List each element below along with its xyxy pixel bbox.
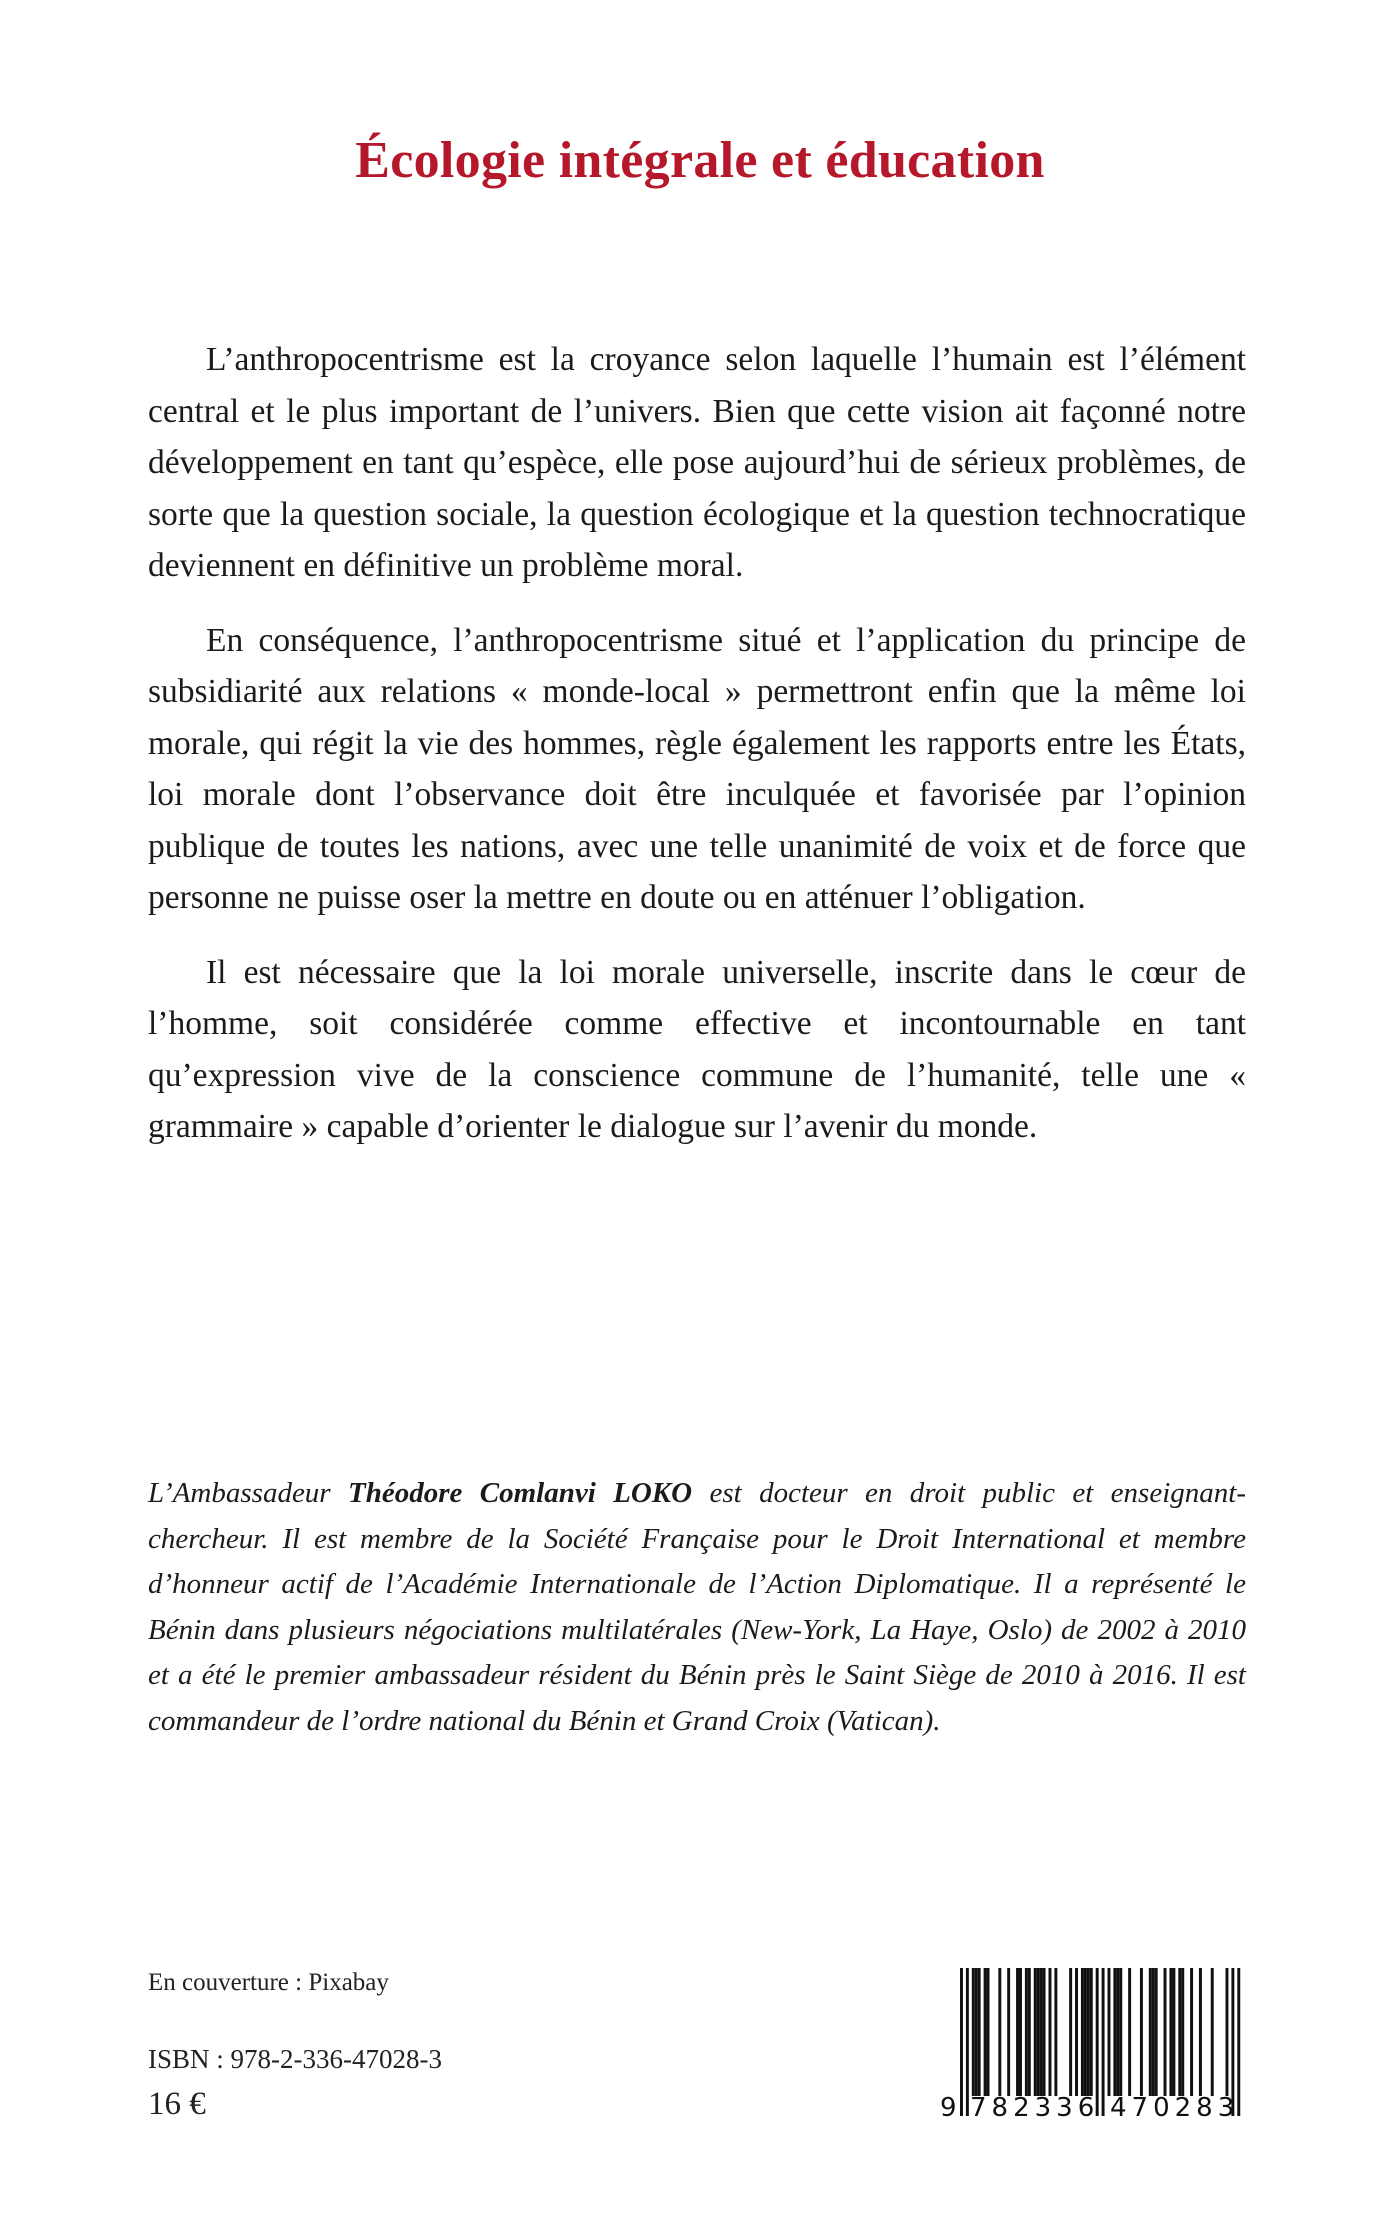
- barcode-bar: [1028, 1968, 1031, 2096]
- barcode-bar: [1169, 1968, 1172, 2096]
- summary-paragraph: En conséquence, l’anthropocentrisme situé et l’application du principe de subsidiarité aux relations « monde-local » permettront enfin que la même loi morale, qui régit la vie des hommes, règle également les rapports entre les États, loi morale dont l’observance doit être inculquée et favorisée par l’opinion publique de toutes les nations, avec une telle unanimité de voix et de force que personne ne puisse oser la mettre en doute ou en atténuer l’obligation.: [148, 621, 1246, 916]
- barcode-bar: [1108, 1968, 1111, 2096]
- barcode-bar: [1037, 1968, 1040, 2096]
- barcode-bar: [972, 1968, 975, 2096]
- barcode-bar: [978, 1968, 981, 2096]
- barcode-bar: [1054, 1968, 1057, 2096]
- barcode-bar: [975, 1968, 978, 2096]
- barcode-bar: [1199, 1968, 1202, 2096]
- barcode-bar: [1178, 1968, 1181, 2096]
- barcode-bar: [1152, 1968, 1155, 2096]
- barcode-first-digit: 9: [940, 2093, 957, 2123]
- barcode-bar: [1149, 1968, 1152, 2096]
- barcode-bar: [1019, 1968, 1022, 2096]
- barcode-bar: [1087, 1968, 1090, 2096]
- barcode-bar: [1155, 1968, 1158, 2096]
- barcode-bar: [1049, 1968, 1052, 2096]
- barcode-bar: [987, 1968, 990, 2096]
- price: 16 €: [148, 2086, 206, 2122]
- barcode-bar: [1211, 1968, 1214, 2096]
- barcode-bar: [1025, 1968, 1028, 2096]
- isbn-barcode: [940, 1968, 1250, 2123]
- barcode-bar: [1140, 1968, 1143, 2096]
- barcode-bar: [1128, 1968, 1131, 2096]
- isbn: ISBN : 978-2-336-47028-3: [148, 2044, 442, 2074]
- barcode-bar: [1181, 1968, 1184, 2096]
- barcode-right-group: 470283: [1110, 2093, 1240, 2123]
- barcode-bar: [1075, 1968, 1078, 2096]
- barcode-bar: [1040, 1968, 1043, 2096]
- cover-credit: En couverture : Pixabay: [148, 1969, 389, 1996]
- barcode-bar: [1016, 1968, 1019, 2096]
- author-name: Théodore Comlanvi LOKO: [347, 1477, 693, 1509]
- barcode-bar: [1090, 1968, 1093, 2096]
- barcode-bar: [1084, 1968, 1087, 2096]
- barcode-bar: [1034, 1968, 1037, 2096]
- author-bio: [148, 1471, 1246, 1744]
- book-title: Écologie intégrale et éducation: [355, 131, 1045, 189]
- barcode-digits: [940, 2093, 1250, 2123]
- barcode-bar: [1069, 1968, 1072, 2096]
- barcode-bar: [1172, 1968, 1175, 2096]
- barcode-bar: [1007, 1968, 1010, 2096]
- bio-prefix: L’Ambassadeur: [148, 1477, 348, 1509]
- barcode-bar: [1190, 1968, 1193, 2096]
- barcode-bar: [1164, 1968, 1167, 2096]
- barcode-bar: [1113, 1968, 1116, 2096]
- summary-paragraph: Il est nécessaire que la loi morale universelle, inscrite dans le cœur de l’homme, soit considérée comme effective et incontournable en tant qu’expression vive de la conscience commune de l’humanité, telle une « grammaire » capable d’orienter le dialogue sur l’avenir du monde.: [148, 953, 1246, 1145]
- back-cover-summary: [148, 334, 1246, 1176]
- barcode-bar: [1116, 1968, 1119, 2096]
- barcode-left-group: 782336: [970, 2093, 1100, 2123]
- summary-paragraph: L’anthropocentrisme est la croyance selon laquelle l’humain est l’élément central et le plus important de l’univers. Bien que cette vision ait façonné notre développement en tant qu’espèce, elle pose aujourd’hui de sérieux problèmes, de sorte que la question sociale, la question écologique et la question technocratique deviennent en définitive un problème moral.: [148, 341, 1246, 584]
- barcode-bar: [1226, 1968, 1229, 2096]
- barcode-bar: [1081, 1968, 1084, 2096]
- barcode-bar: [1119, 1968, 1122, 2096]
- barcode-bar: [1043, 1968, 1046, 2096]
- barcode-bar: [984, 1968, 987, 2096]
- barcode-bar: [998, 1968, 1001, 2096]
- bio-text: est docteur en droit public et enseignant-chercheur. Il est membre de la Société Française pour le Droit International et membre d’honneur actif de l’Académie Internationale de l’Action Diplomatique. Il a représenté le Bénin dans plusieurs négociations multilatérales (New-York, La Haye, Oslo) de 2002 à 2010 et a été le premier ambassadeur résident du Bénin près le Saint Siège de 2010 à 2016. Il est commandeur de l’ordre national du Bénin et Grand Croix (Vatican).: [148, 1477, 1246, 1737]
